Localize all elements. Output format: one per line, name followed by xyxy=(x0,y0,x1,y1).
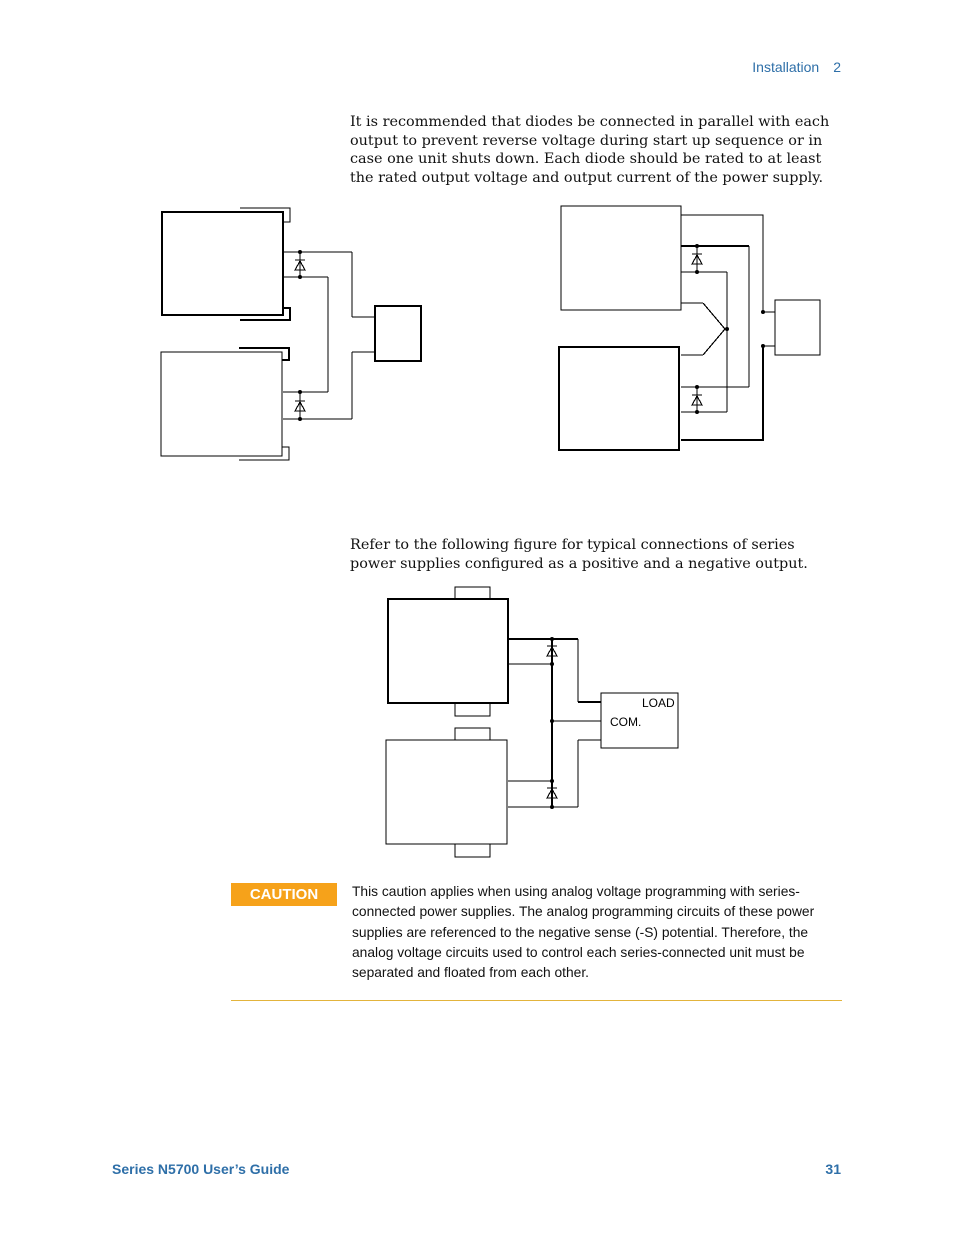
power-supply-terminal-bottom-upper xyxy=(455,703,490,716)
power-supply-box-lower xyxy=(161,352,282,456)
caution-label: CAUTION xyxy=(231,883,337,906)
footer-page-number: 31 xyxy=(825,1161,841,1177)
power-supply-box-upper xyxy=(388,599,508,703)
power-supply-box-lower xyxy=(559,347,679,450)
power-supply-terminal-bottom-lower xyxy=(455,844,490,857)
power-supply-box-upper xyxy=(561,206,681,310)
power-supply-box-lower xyxy=(386,740,507,844)
header-section: Installation xyxy=(752,59,820,75)
series-connection-paragraph: Refer to the following figure for typical connections of series power supplies configured as a positive and a negative output. xyxy=(350,537,808,572)
series-connection-diagram xyxy=(380,582,685,862)
footer-guide-title: Series N5700 User’s Guide xyxy=(112,1161,290,1177)
intro-paragraph: It is recommended that diodes be connected in parallel with each output to prevent reverse voltage during start up sequence or in case one unit shuts down. Each diode should be rated to at least the rated output voltage and output current of the power supply. xyxy=(350,114,830,186)
load-label: LOAD xyxy=(642,696,675,710)
header-chapter-number: 2 xyxy=(833,59,841,75)
load-box-right xyxy=(775,300,820,355)
power-supply-box-upper xyxy=(162,212,283,315)
com-label: COM. xyxy=(610,715,642,729)
power-supply-terminal-top-upper xyxy=(455,587,490,599)
power-supply-terminal-top-lower xyxy=(455,728,490,740)
load-box-left xyxy=(375,306,421,361)
running-header xyxy=(752,59,841,75)
caution-text: This caution applies when using analog voltage programming with series-connected power supplies. The analog programming circuits of these power supplies are referenced to the negative sense (-S) potential. Therefore, the analog voltage circuits used to control each series-connected unit must be separated and floated from each other. xyxy=(352,884,815,981)
caution-divider xyxy=(231,1000,842,1001)
parallel-connection-diagram-right xyxy=(553,200,828,455)
parallel-connection-diagram-left xyxy=(155,200,430,470)
